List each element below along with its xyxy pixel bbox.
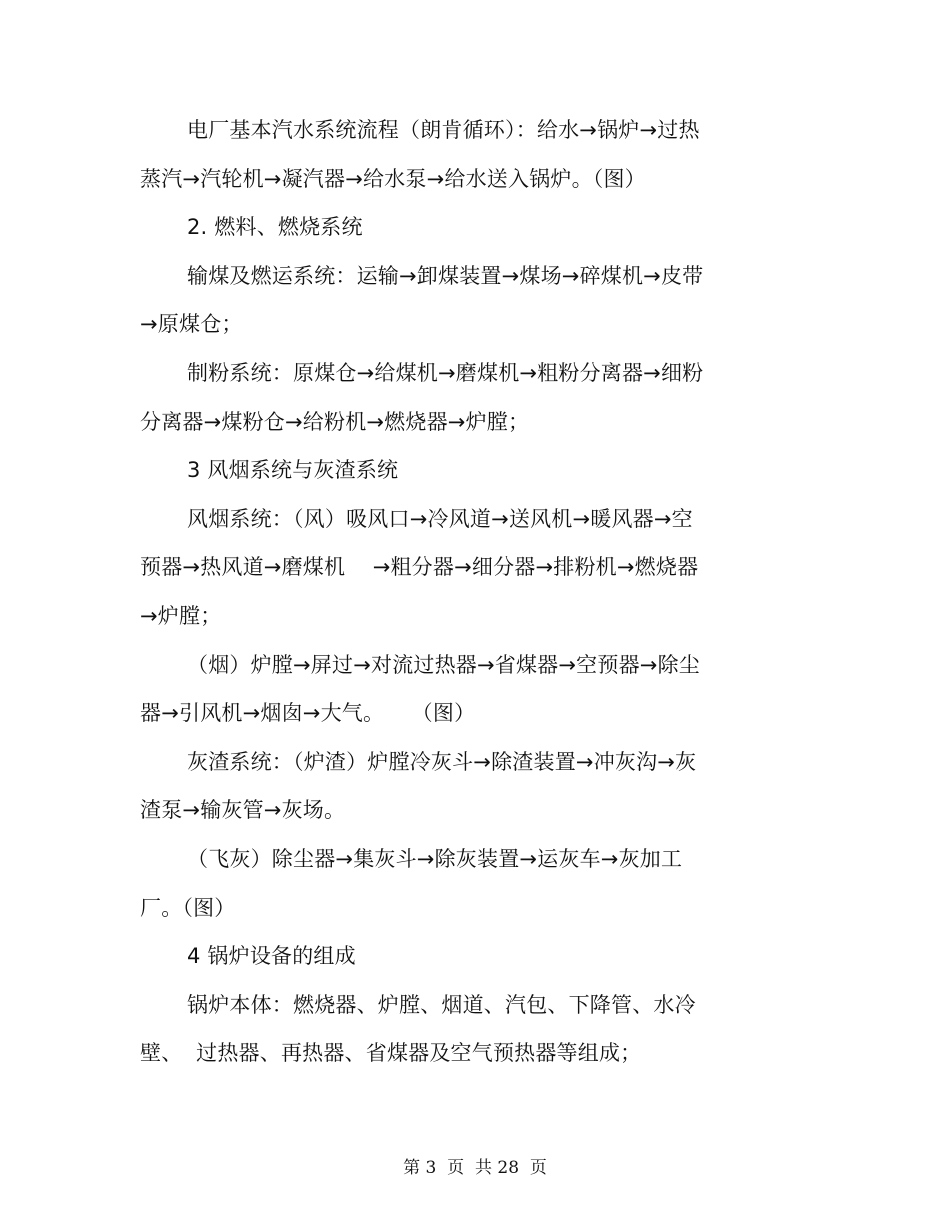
text-line: 壁、 过热器、再热器、省煤器及空气预热器等组成；: [140, 1041, 642, 1066]
text-line: 厂。（图）: [140, 895, 236, 920]
text-line: 4 锅炉设备的组成: [187, 944, 356, 969]
text-line: 2. 燃料、燃烧系统: [187, 215, 363, 240]
text-line: 输煤及燃运系统：运输→卸煤装置→煤场→碎煤机→皮带: [187, 263, 704, 288]
text-line: （飞灰）除尘器→集灰斗→除灰装置→运灰车→灰加工: [187, 846, 683, 871]
text-line: 分离器→煤粉仓→给粉机→燃烧器→炉膛；: [140, 409, 530, 434]
page-footer: 第 3 页 共 28 页: [403, 1158, 547, 1178]
text-line: 预器→热风道→磨煤机 →粗分器→细分器→排粉机→燃烧器: [140, 555, 699, 580]
text-line: 3 风烟系统与灰渣系统: [187, 458, 399, 483]
text-line: →炉膛；: [140, 603, 222, 628]
text-line: 灰渣系统：（炉渣）炉膛冷灰斗→除渣装置→冲灰沟→灰: [187, 749, 697, 774]
text-line: →原煤仓；: [140, 312, 243, 337]
text-line: 制粉系统：原煤仓→给煤机→磨煤机→粗粉分离器→细粉: [187, 360, 704, 385]
text-line: 渣泵→输灰管→灰场。: [140, 798, 346, 823]
text-line: （烟）炉膛→屏过→对流过热器→省煤器→空预器→除尘: [187, 652, 700, 677]
document-body: [140, 106, 760, 1078]
text-line: 器→引风机→烟囱→大气。 （图）: [140, 701, 476, 726]
text-line: 蒸汽→汽轮机→凝汽器→给水泵→给水送入锅炉。（图）: [140, 166, 646, 191]
text-line: 电厂基本汽水系统流程（朗肯循环）：给水→锅炉→过热: [187, 118, 700, 142]
text-line: 风烟系统：（风）吸风口→冷风道→送风机→暖风器→空: [187, 506, 693, 531]
text-line: 锅炉本体：燃烧器、炉膛、烟道、汽包、下降管、水冷: [187, 992, 696, 1017]
